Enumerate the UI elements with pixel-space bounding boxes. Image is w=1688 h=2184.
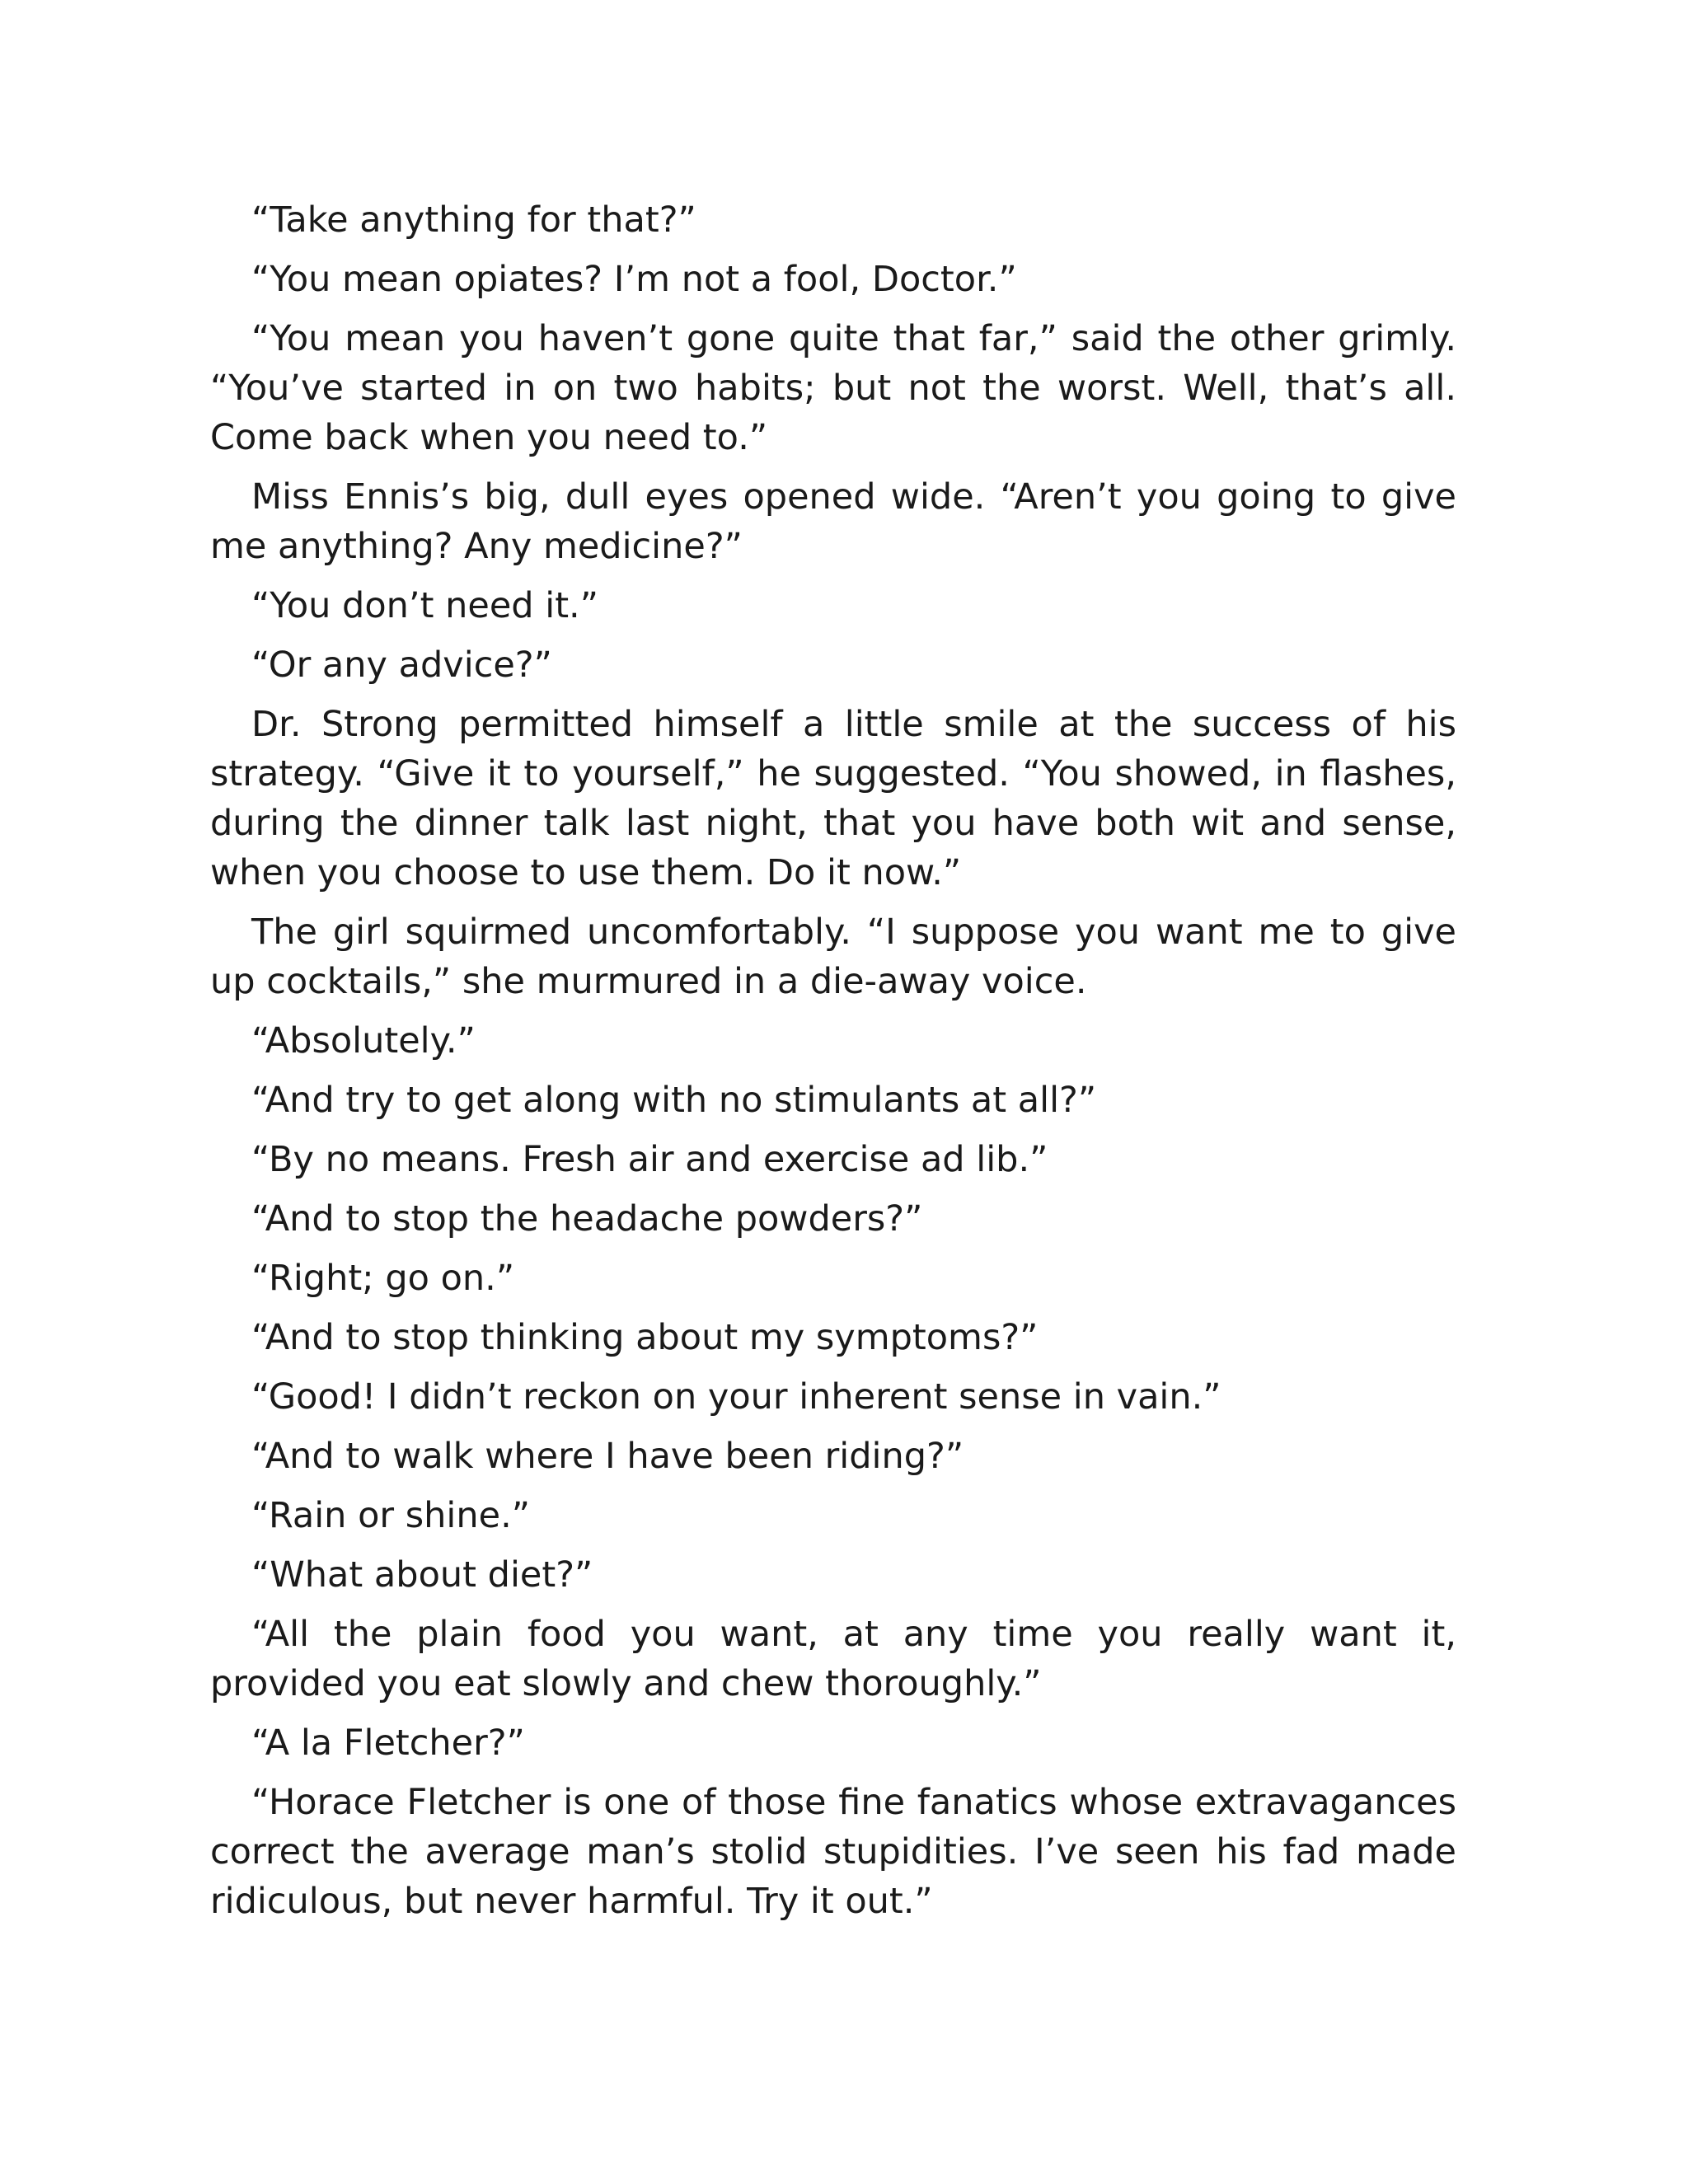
paragraph: “You mean opiates? I’m not a fool, Doctor.”: [251, 259, 1017, 300]
body-text: [210, 195, 1456, 1936]
paragraph: “You mean you haven’t gone quite that far,” said the other grimly. “You’ve started in on two habits; but not the worst. Well, that’s all. Come back when you need to.”: [210, 318, 1456, 458]
paragraph: “Take anything for that?”: [251, 199, 696, 241]
paragraph: “By no means. Fresh air and exercise ad lib.”: [251, 1139, 1048, 1180]
paragraph: “And to walk where I have been riding?”: [251, 1436, 964, 1477]
paragraph: “All the plain food you want, at any time you really want it, provided you eat slowly and chew thoroughly.”: [210, 1614, 1456, 1704]
paragraph: “Right; go on.”: [251, 1258, 515, 1299]
paragraph: “Horace Fletcher is one of those fine fanatics whose extravagances correct the average man’s stolid stupidities. I’ve seen his fad made ridiculous, but never harmful. Try it out.”: [210, 1782, 1456, 1922]
paragraph: Miss Ennis’s big, dull eyes opened wide. “Aren’t you going to give me anything? Any medicine?”: [210, 476, 1456, 567]
paragraph: “What about diet?”: [251, 1554, 593, 1596]
paragraph: Dr. Strong permitted himself a little smile at the success of his strategy. “Give it to yourself,” he suggested. “You showed, in flashes, during the dinner talk last night, that you have both wit and sense, when you choose to use them. Do it now.”: [210, 704, 1456, 893]
paragraph: “Absolutely.”: [251, 1020, 476, 1062]
paragraph: “Or any advice?”: [251, 644, 552, 686]
paragraph: “You don’t need it.”: [251, 585, 598, 626]
paragraph: “Rain or shine.”: [251, 1495, 531, 1536]
paragraph: “A la Fletcher?”: [251, 1722, 525, 1764]
paragraph: “And to stop thinking about my symptoms?”: [251, 1317, 1039, 1358]
paragraph: “Good! I didn’t reckon on your inherent sense in vain.”: [251, 1376, 1221, 1418]
paragraph: “And try to get along with no stimulants at all?”: [251, 1080, 1097, 1121]
paragraph: “And to stop the headache powders?”: [251, 1198, 923, 1240]
paragraph: The girl squirmed uncomfortably. “I suppose you want me to give up cocktails,” she murmured in a die-away voice.: [210, 912, 1456, 1002]
